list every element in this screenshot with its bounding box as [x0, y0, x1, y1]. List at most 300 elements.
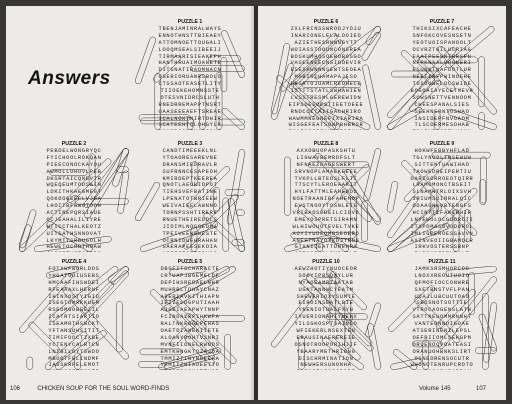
grid-row: TPEIVEEWEWESTE	[162, 230, 218, 237]
grid-row: YNENIOTDALFXYN	[298, 307, 354, 314]
grid-row: IRKVOSTERSSBNP	[414, 244, 470, 251]
answer-loop	[141, 118, 194, 124]
puzzle-title: PUZZLE 4	[61, 259, 87, 265]
grid-row: IEIIELOGPUTIAAH	[160, 300, 220, 307]
grid-row: SEEHNERNTOSHAO	[414, 108, 470, 115]
answer-loops	[18, 148, 130, 252]
grid-row: BOSKUMHOSOEROBOSGO	[290, 53, 362, 60]
grid-row: SHEWERIOXYSUMTE	[296, 293, 356, 300]
answer-loops	[18, 266, 130, 370]
right-page-number: 107	[475, 386, 486, 392]
answer-loop	[140, 349, 182, 355]
answer-loop	[300, 278, 374, 352]
grid-row: BOGOAIAYECETMEVR	[410, 88, 474, 95]
answer-loop	[192, 162, 198, 186]
answer-loop	[46, 220, 94, 252]
grid-row: ISEGTOMRKKUEM	[48, 300, 100, 307]
grid-row: DBSRTOJUAMLREOHECE	[290, 81, 362, 88]
answer-loop	[431, 191, 437, 214]
puzzle-2	[18, 141, 130, 252]
answer-loop	[209, 56, 241, 62]
grid-row: OSNOTROOPORIHJIF	[294, 341, 358, 348]
grid-row: ARERIAVKITHIAPN	[160, 293, 220, 300]
puzzle-title: PUZZLE 6	[313, 19, 339, 25]
answer-loop	[223, 198, 229, 252]
answer-loop	[305, 273, 354, 322]
answer-loop	[308, 162, 369, 168]
answer-loop	[134, 181, 161, 222]
grid-row: SXETBNSTVFLPAN	[414, 286, 470, 293]
grid-row: ITXPDMASOVODOROL	[410, 223, 474, 230]
answer-loop	[18, 272, 73, 334]
grid-row: ZXLFRINSSWRODJYOJU	[290, 26, 362, 32]
answer-loops	[270, 26, 382, 130]
grid-row: IHINXOSTYIGID	[48, 293, 100, 300]
grid-row: RNEDRREMAPPTNSRT	[158, 101, 222, 108]
grid-row: THIKSIXCAFEACHE	[412, 26, 472, 32]
answer-loop	[365, 302, 382, 338]
answer-loop	[203, 211, 246, 252]
answer-loop	[362, 202, 368, 242]
answer-loop	[314, 152, 382, 223]
grid-row: HAWMMNEGNEFIXIARIRA	[288, 115, 364, 122]
puzzle-title: PUZZLE 9	[429, 141, 455, 147]
grid-row: OEFRIIOMLSEKGPM	[412, 334, 472, 341]
answer-loops	[386, 148, 498, 252]
grid-row: LVSSTRESMLGEREWIDN	[290, 94, 362, 101]
answer-loops	[270, 266, 382, 370]
grid-row: DRANSMIEDRAVLR	[162, 161, 218, 168]
grid-row: EMEYOSPRETSIRAMN	[294, 216, 358, 223]
answers-heading: Answers	[28, 68, 111, 89]
grid-row: WHONOTENRUPCROTO	[410, 362, 474, 369]
grid-row: EIPSOESOESTIEETOEEE	[288, 101, 364, 108]
grid-row: ANEHTNAYOTKDJTRNB	[292, 237, 360, 244]
grid-row: EVSTNOOYTOSNLETE	[294, 203, 358, 210]
puzzle-1	[134, 19, 246, 130]
grid-row: JAMKSRSMHOPCOD	[414, 266, 470, 272]
answer-loop	[203, 315, 244, 321]
grid-row: EIROINSEATLBIE	[298, 300, 354, 307]
answer-loop	[291, 232, 355, 238]
answer-loop	[386, 106, 423, 130]
grid-row: FYICHOOLROKQAN	[46, 154, 102, 161]
answer-loop	[44, 331, 88, 370]
grid-row: SBOSNOTSOTTIE	[416, 300, 468, 307]
grid-row: RNOCOITAITGACHRIRO	[290, 108, 362, 115]
grid-row: JIDIMLNOSOEDNA	[162, 223, 218, 230]
answer-loop	[75, 353, 81, 370]
answer-loop	[413, 296, 461, 344]
right-page	[258, 6, 506, 400]
grid-row: TMMIZTINYNDEEHA	[160, 355, 220, 362]
puzzle-grid	[386, 26, 498, 130]
answer-loop	[18, 224, 32, 249]
puzzle-grid	[270, 266, 382, 370]
answer-loop	[169, 319, 197, 347]
grid-row: TIIOEKEHOMNSSTE	[160, 88, 220, 95]
grid-row: ORANUOHBNKSLIRT	[412, 348, 472, 355]
grid-row: PIEECONOCKAYOU	[46, 161, 102, 168]
answer-loop	[434, 111, 440, 129]
grid-row: CRTUAPJBGEMELDF	[160, 272, 220, 279]
puzzle-title: PUZZLE 10	[312, 259, 340, 265]
answer-loop	[28, 321, 61, 354]
grid-row: NEWHERSUNONHA	[300, 362, 352, 369]
answer-loop	[423, 340, 429, 370]
grid-row: LKYMTTSROUGOLH	[46, 237, 102, 244]
answer-loop	[319, 103, 371, 130]
grid-row: YHGATOOIUSEBS	[48, 272, 100, 279]
grid-row: RNUETHEIREDDLS	[162, 216, 218, 223]
puzzle-grid	[134, 266, 246, 370]
answer-loop	[89, 154, 95, 186]
grid-row: AXXOBUOPASKSHTU	[296, 148, 356, 154]
answer-loop	[225, 334, 231, 369]
answer-loop	[325, 269, 368, 312]
answer-loop	[186, 165, 230, 209]
grid-row: HEWETOCOBTHOAW	[46, 244, 102, 251]
grid-row: WLHIWOUOTEVELTVKE	[292, 223, 360, 230]
answer-loop	[270, 292, 315, 349]
grid-row: AZIETHESRNNNGYTT	[294, 39, 358, 46]
grid-row: JASSKRPELEMOT	[48, 362, 100, 369]
left-page-footer	[10, 386, 169, 392]
grid-row: HCINTTIFANEBHIR	[412, 210, 472, 217]
grid-row: OAETDIAMEKIIETE	[160, 328, 220, 335]
grid-row: WQEQEUMTODSAIN	[46, 182, 102, 189]
answer-loop	[34, 236, 112, 252]
grid-row: TVKPLLBTEOSLFLTI	[294, 175, 358, 182]
grid-row: RALTNKEGGEPEHAS	[160, 321, 220, 328]
grid-row: NYAOEAMRTAATAB	[298, 279, 354, 286]
grid-row: SUFRNNCESAPEOH	[162, 168, 218, 175]
answer-loop	[437, 275, 498, 349]
grid-row: YFTANSUHSITIT	[48, 328, 100, 335]
grid-row: LNOXXREOUTUOIO	[414, 272, 470, 279]
grid-row: HANTHRUAIMOANETE	[158, 60, 222, 67]
left-page-number: 106	[10, 386, 21, 392]
answer-loop	[302, 82, 361, 88]
answer-loop	[140, 221, 219, 252]
puzzle-title: PUZZLE 7	[429, 19, 455, 25]
answer-loop	[363, 148, 382, 201]
answer-loop	[361, 31, 382, 61]
grid-row: NOETRAANIBFAHEMOP	[292, 196, 360, 203]
grid-row: SAERAPEESEKOIA	[162, 244, 218, 251]
grid-row: IYUERIONAHIYUEHX	[294, 314, 358, 321]
puzzle-10	[270, 259, 382, 370]
grid-row: TBENJAMINRALWAYS	[158, 26, 222, 32]
grid-row: MUHRBLTDHAYCNAZ	[160, 286, 220, 293]
answer-loop	[139, 115, 190, 121]
grid-row: IMLIGPEROESSAVVN	[410, 230, 474, 237]
answer-loop	[191, 65, 245, 71]
grid-row: WISGEFEATSOWPBHBRSR	[288, 122, 364, 129]
grid-row: EMTKHNGKTOZAJOA	[160, 348, 220, 355]
answer-loop	[475, 348, 496, 354]
puzzle-grid	[18, 148, 130, 252]
answer-loop	[351, 197, 357, 247]
puzzle-grid	[134, 26, 246, 130]
grid-row: ISTTTSTATLSWHAHIEN	[290, 88, 362, 95]
grid-row: EAATPEESNTRRSPN	[412, 53, 472, 60]
grid-row: OOAAGNLVBTENGFS	[412, 203, 472, 210]
answer-loop	[297, 204, 350, 252]
answer-loops	[134, 266, 246, 370]
answer-loop	[362, 64, 382, 130]
puzzle-grid	[386, 266, 498, 370]
answer-loop	[50, 170, 87, 176]
grid-row: ENNOTHNSTTBIEAEY	[158, 32, 222, 39]
grid-row: HMCAAFIHSWDEI	[48, 279, 100, 286]
grid-row: DITSNATIRAOMNACN	[158, 67, 222, 74]
answer-loop	[334, 334, 361, 361]
answer-loop	[191, 227, 197, 252]
puzzle-4	[18, 259, 130, 370]
grid-row: LRAMOMONCTBSEIT	[412, 182, 472, 189]
grid-row: SATTNEUOMMRNNHT	[412, 314, 472, 321]
grid-row: AEWZHOTIYNUOCEOR	[294, 266, 358, 272]
grid-row: INARIONELELALOOIEO	[290, 32, 362, 39]
answer-loop	[446, 266, 497, 277]
grid-row: HOKWFEBBYHFLAD	[414, 148, 470, 154]
grid-row: OGNEDRENSOCUTR	[414, 355, 470, 362]
grid-row: GTXNIQEATTDNEHRA	[294, 244, 358, 251]
puzzle-title: PUZZLE 11	[428, 259, 456, 265]
answer-loop	[213, 187, 219, 212]
grid-row: SITTENTUAWIHAO	[414, 161, 470, 168]
grid-row: YILSGKOSPTSAINSO	[294, 321, 358, 328]
answer-loop	[418, 55, 456, 93]
grid-row: UGNTANNWCYEATM	[298, 286, 354, 293]
grid-row: LOOQMSEALSIBEEIJ	[158, 46, 222, 53]
answer-loop	[134, 36, 156, 85]
puzzle-grid	[134, 148, 246, 252]
grid-row: ATTOMNOETTOUGALI	[158, 39, 222, 46]
puzzle-grid	[18, 266, 130, 370]
answer-loop	[386, 46, 457, 119]
grid-row: QOKOOGEECLVJBA	[46, 196, 102, 203]
puzzle-6	[270, 19, 382, 130]
grid-row: AXINVEOIIGBAMQCR	[410, 237, 474, 244]
grid-row: LIGWAVBEMRDFSLT	[296, 154, 356, 161]
answer-loop	[400, 49, 436, 85]
right-page-footer	[419, 386, 486, 392]
grid-row: WOIASSTOOUNCONSREA	[290, 46, 362, 53]
grid-row: QNOTLAEUBIOPOT	[162, 182, 218, 189]
grid-row: YCTENYCALRTCN	[48, 341, 100, 348]
grid-row: FCINDALRPIHKWPA	[160, 314, 220, 321]
puzzle-title: PUZZLE 2	[61, 141, 87, 147]
answer-loop	[436, 45, 497, 115]
grid-row: TIEHSVEFBATINE	[162, 189, 218, 196]
puzzle-5	[134, 259, 246, 370]
answer-loop	[292, 39, 344, 91]
grid-row: OCJEAHALILIYRE	[46, 216, 102, 223]
answer-loop	[165, 266, 231, 302]
grid-row: ACTINEPQRSIAUE	[46, 210, 102, 217]
answer-loops	[270, 148, 382, 252]
answer-loop	[284, 157, 290, 216]
puzzle-8	[270, 141, 382, 252]
answer-loop	[292, 57, 320, 85]
grid-row: VANTEONNOIGOAE	[414, 321, 470, 328]
grid-row: TLSCDERMESOHAB	[414, 122, 470, 129]
grid-row: YBAARYMETHRIONG	[296, 348, 356, 355]
grid-row: SNFOKCOVESNSETN	[412, 32, 472, 39]
grid-row: NEETIRFPWINOEHE	[412, 74, 472, 81]
grid-row: ISEAMRTHSWCKT	[48, 321, 100, 328]
answer-loop	[326, 314, 368, 320]
answer-loop	[403, 154, 452, 203]
answer-loop	[271, 43, 291, 115]
answer-loop	[46, 266, 79, 279]
grid-row: ESUNKTNAFOOTLUR	[412, 67, 472, 74]
grid-row: NFNAEZDAGESWERT	[296, 161, 356, 168]
grid-row: SRVNOPLAMAEKEEEE	[294, 168, 358, 175]
grid-row: OCVRZTGILUCRIAG	[412, 46, 472, 53]
answer-loop	[48, 266, 119, 323]
answer-loop	[27, 357, 33, 369]
grid-row: PEBDELWONGRYQC	[46, 148, 102, 154]
answer-loop	[464, 210, 470, 242]
grid-row: CANDTIMEEEKLNL	[162, 148, 218, 154]
answer-loop	[81, 281, 115, 315]
grid-row: LOKITHKAEGMEGT	[46, 189, 102, 196]
puzzle-title: PUZZLE 1	[177, 19, 203, 25]
grid-row: RSEOMGOBEEZIL	[48, 307, 100, 314]
grid-row: YTOAORESAREVNE	[162, 154, 218, 161]
grid-row: MVNFIIONELRWODS	[160, 341, 220, 348]
puzzle-11	[386, 259, 498, 370]
grid-row: LNTBILOYTSWDO	[48, 348, 100, 355]
grid-row: SOOYIPBSQNYLUR	[298, 272, 354, 279]
grid-row: OARIGORROEOTQIRR	[410, 175, 474, 182]
answer-loop	[158, 347, 222, 370]
puzzle-7	[386, 19, 498, 130]
answer-loop	[478, 313, 498, 352]
puzzle-grid	[270, 148, 382, 252]
grid-row: RFEAAAXLHERNF	[48, 286, 100, 293]
answer-loop	[220, 30, 245, 79]
grid-row: OAASEEEAEFTSREAE	[158, 108, 222, 115]
answer-loop	[308, 76, 349, 117]
puzzle-grid	[386, 148, 498, 252]
grid-row: MGBIRIHAMAPAJESO	[294, 74, 358, 81]
grid-row: UITSATHSNNOVAT	[46, 230, 102, 237]
answer-loop	[116, 301, 122, 352]
book-title-footer: CHICKEN SOUP FOR THE SOUL WORD-FINDS	[37, 386, 170, 392]
answer-loop	[227, 198, 245, 252]
grid-row: CTSSAOTEASETLITY	[158, 81, 222, 88]
grid-row: LHOITBFWWOTOOH	[46, 203, 102, 210]
grid-row: YRMITZHIAOEETTO	[160, 362, 220, 369]
answer-loop	[313, 26, 382, 80]
grid-row: HYLFATTMLEAHEDOD	[294, 189, 358, 196]
answer-loops	[386, 26, 498, 130]
grid-row: WTICCTHALKEOTZ	[46, 223, 102, 230]
grid-row: ESESAWNNNSEWTSEOEA	[290, 67, 362, 74]
grid-row: TIMIFOOCTIXBE	[48, 334, 100, 341]
grid-row: ATSERINENILEPSL	[412, 328, 472, 335]
puzzle-title: PUZZLE 3	[177, 141, 203, 147]
grid-row: TTSCYTLEROEAAKIT	[294, 182, 358, 189]
answer-loop	[435, 288, 477, 330]
grid-row: ALOANYDOHTVSNRI	[160, 334, 220, 341]
left-page	[6, 6, 254, 400]
answer-loop	[107, 266, 130, 283]
grid-row: VASEENEECNSIGOEVIR	[290, 60, 362, 67]
grid-row: KMIRDEPTKEEREA	[162, 175, 218, 182]
grid-row: AWMOLLOHOVLPEB	[46, 168, 102, 175]
grid-row: LNYEWOLOCGUORCTI	[410, 216, 474, 223]
answer-loop	[219, 119, 245, 125]
answer-loops	[386, 266, 498, 370]
grid-row: FOTXWFWORLDOS	[48, 266, 100, 272]
answer-loop	[479, 112, 485, 129]
answer-loop	[236, 210, 244, 216]
puzzle-title: PUZZLE 5	[177, 259, 203, 265]
grid-row: NFPKNSALUOONERI	[412, 60, 472, 67]
answer-loop	[221, 107, 246, 130]
answer-loop	[412, 341, 441, 347]
answer-loop	[138, 361, 165, 367]
grid-row: MBOOTFELINDMF	[48, 355, 100, 362]
puzzle-3	[134, 141, 246, 252]
grid-row: DKSRTAICQNEVTR	[46, 175, 102, 182]
answer-loop	[54, 329, 107, 370]
answer-loop	[199, 74, 205, 129]
volume-label: Volume 145	[418, 386, 451, 392]
answer-loop	[69, 270, 130, 336]
grid-row: TGLYNOOLTRSEWUW	[412, 154, 472, 161]
grid-row: WFIEKERLNSEXTEN	[296, 328, 356, 335]
grid-row: ERAUSINAEREREIE	[296, 334, 356, 341]
grid-row: CHEESPANALSIES	[414, 101, 470, 108]
grid-row: OCRNIDUEHRAHAN	[162, 237, 218, 244]
answer-loop	[298, 336, 304, 369]
answer-loops	[134, 148, 246, 252]
grid-row: YEOTUOISPANOOLT	[412, 39, 472, 46]
grid-row: INSIDEPFNVOAOM	[414, 115, 470, 122]
answer-loop	[447, 109, 497, 130]
answer-loop	[387, 284, 435, 332]
grid-row: WEIVAIEELAWNNO	[162, 203, 218, 210]
grid-row: SOWSNETTVENNOOM	[412, 94, 472, 101]
grid-row: QFMOFIOCCONWRE	[414, 279, 470, 286]
answer-loop	[152, 54, 181, 83]
puzzle-grid	[270, 26, 382, 130]
grid-row: TIRMAARISIEAKEPH	[158, 53, 222, 60]
grid-row: AJGBIAEAPWYTNNP	[160, 307, 220, 314]
grid-row: IRIUMSOIRRALQIC	[412, 196, 472, 203]
grid-row: TORNPSSHTIRERE	[162, 210, 218, 217]
grid-row: DBGFITSCHARACTE	[160, 266, 220, 272]
grid-row: ICALNOKTXIRTOHIR	[158, 115, 222, 122]
answer-loop	[75, 198, 129, 204]
answer-loop	[387, 181, 399, 213]
answer-loop	[169, 266, 206, 276]
puzzle-9	[386, 141, 498, 252]
grid-row: OSERIORUANRSBOLO	[158, 74, 222, 81]
grid-row: TOSOUWELOCSWIDE	[412, 81, 472, 88]
grid-row: TAOWEDREIPERTIU	[412, 168, 472, 175]
answer-loop	[321, 337, 365, 370]
grid-row: VRIBAOSEDEILCIOVO	[292, 210, 360, 217]
grid-row: ORUENOCVOATEASI	[412, 341, 472, 348]
grid-row: SCATEEHTQLOHGYLK	[158, 122, 222, 129]
